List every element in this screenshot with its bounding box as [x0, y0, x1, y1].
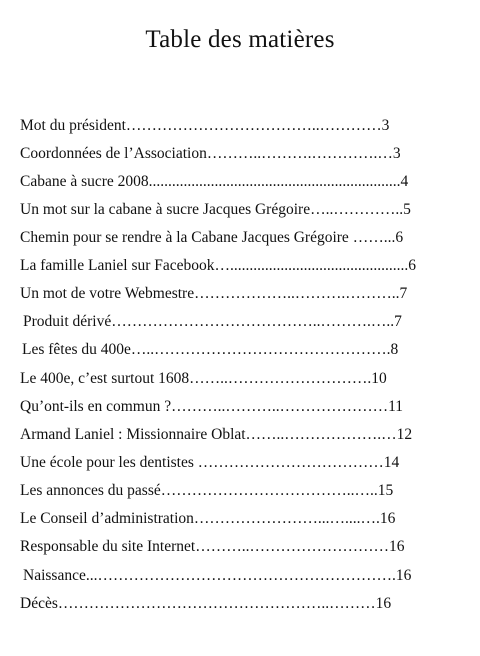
toc-entry: Cabane à sucre 2008.................................................................4 [20, 173, 409, 190]
toc-entry: Une école pour les dentistes ………………………………14 [20, 454, 400, 471]
toc-entry: Un mot de votre Webmestre………………..……….………..7 [20, 285, 408, 302]
toc-entry: Les annonces du passé………………………………..…..15 [20, 482, 394, 499]
toc-entry: Les fêtes du 400e…..……………………………………….8 [22, 341, 399, 358]
toc-entry: Naissance...………………………………………………….16 [23, 567, 412, 584]
toc-entry: Le Conseil d’administration……………………...…....….16 [20, 510, 396, 527]
toc-entry: La famille Laniel sur Facebook…..............................................6 [20, 257, 417, 274]
toc-entry: Le 400e, c’est surtout 1608……..……………………….10 [20, 370, 387, 387]
toc-entry: Chemin pour se rendre à la Cabane Jacques Grégoire ……...6 [20, 229, 404, 246]
toc-entry: Qu’ont-ils en commun ?………..………..…………………11 [20, 398, 404, 415]
toc-entry: Un mot sur la cabane à sucre Jacques Grégoire…..…………..5 [20, 201, 411, 218]
toc-entry: Mot du président………………………………..…………3 [20, 117, 390, 134]
toc-entry: Décès……………………………………………..………16 [20, 595, 392, 612]
toc-entry: Responsable du site Internet………..………………………16 [20, 538, 405, 555]
toc-entry: Coordonnées de l’Association………..……….………….…3 [20, 145, 401, 162]
page-title: Table des matières [145, 26, 335, 53]
toc-entry: Armand Laniel : Missionnaire Oblat……..……………….…12 [20, 426, 413, 443]
toc-entry: Produit dérivé…………………………………..……….…..7 [23, 313, 402, 330]
